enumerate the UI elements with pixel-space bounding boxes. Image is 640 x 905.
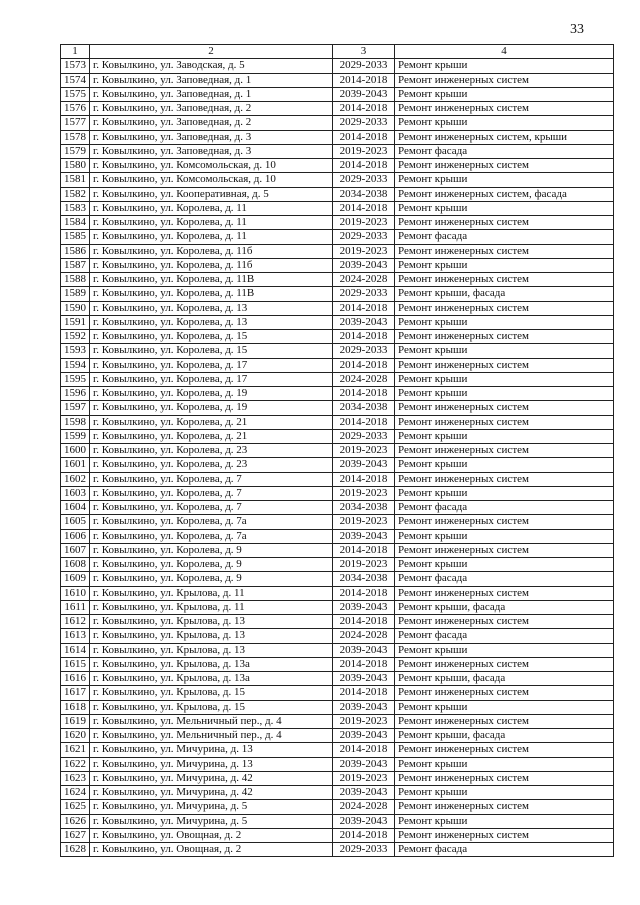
table-row [61, 258, 614, 272]
period-cell: 2014-2018 [333, 828, 395, 842]
work-type-cell: Ремонт крыши, фасада [395, 672, 614, 686]
table-row [61, 201, 614, 215]
period-cell: 2014-2018 [333, 472, 395, 486]
work-type-cell: Ремонт крыши [395, 173, 614, 187]
row-number: 1602 [61, 472, 90, 486]
row-number: 1617 [61, 686, 90, 700]
work-type-cell: Ремонт инженерных систем [395, 472, 614, 486]
work-type-cell: Ремонт фасада [395, 629, 614, 643]
period-cell: 2029-2033 [333, 287, 395, 301]
table-row [61, 102, 614, 116]
row-number: 1622 [61, 757, 90, 771]
row-number: 1603 [61, 486, 90, 500]
address-cell: г. Ковылкино, ул. Королева, д. 11б [90, 244, 333, 258]
work-type-cell: Ремонт инженерных систем [395, 800, 614, 814]
work-type-cell: Ремонт крыши [395, 643, 614, 657]
work-type-cell: Ремонт инженерных систем [395, 515, 614, 529]
address-cell: г. Ковылкино, ул. Королева, д. 7 [90, 472, 333, 486]
work-type-cell: Ремонт крыши [395, 387, 614, 401]
work-type-cell: Ремонт крыши [395, 429, 614, 443]
address-cell: г. Ковылкино, ул. Комсомольская, д. 10 [90, 173, 333, 187]
address-cell: г. Ковылкино, ул. Комсомольская, д. 10 [90, 159, 333, 173]
work-type-cell: Ремонт крыши [395, 87, 614, 101]
header-col-1: 1 [61, 45, 90, 59]
table-row [61, 743, 614, 757]
period-cell: 2019-2023 [333, 515, 395, 529]
work-type-cell: Ремонт крыши, фасада [395, 600, 614, 614]
work-type-cell: Ремонт крыши [395, 116, 614, 130]
header-col-2: 2 [90, 45, 333, 59]
period-cell: 2014-2018 [333, 743, 395, 757]
work-type-cell: Ремонт инженерных систем [395, 301, 614, 315]
table-row [61, 600, 614, 614]
table-row [61, 543, 614, 557]
table-row [61, 144, 614, 158]
table-row [61, 700, 614, 714]
work-type-cell: Ремонт инженерных систем [395, 615, 614, 629]
period-cell: 2014-2018 [333, 686, 395, 700]
table-row [61, 529, 614, 543]
work-type-cell: Ремонт крыши [395, 529, 614, 543]
work-type-cell: Ремонт фасада [395, 572, 614, 586]
address-cell: г. Ковылкино, ул. Королева, д. 9 [90, 543, 333, 557]
table-row [61, 173, 614, 187]
address-cell: г. Ковылкино, ул. Королева, д. 21 [90, 429, 333, 443]
row-number: 1620 [61, 729, 90, 743]
address-cell: г. Ковылкино, ул. Крылова, д. 15 [90, 700, 333, 714]
row-number: 1581 [61, 173, 90, 187]
table-row [61, 643, 614, 657]
address-cell: г. Ковылкино, ул. Королева, д. 7 [90, 486, 333, 500]
table-row [61, 429, 614, 443]
work-type-cell: Ремонт инженерных систем [395, 444, 614, 458]
period-cell: 2014-2018 [333, 201, 395, 215]
header-col-4: 4 [395, 45, 614, 59]
work-type-cell: Ремонт фасада [395, 230, 614, 244]
work-type-cell: Ремонт фасада [395, 144, 614, 158]
work-type-cell: Ремонт крыши [395, 201, 614, 215]
row-number: 1606 [61, 529, 90, 543]
period-cell: 2014-2018 [333, 159, 395, 173]
work-type-cell: Ремонт крыши [395, 486, 614, 500]
table-row [61, 615, 614, 629]
row-number: 1614 [61, 643, 90, 657]
period-cell: 2024-2028 [333, 273, 395, 287]
table-row [61, 458, 614, 472]
row-number: 1587 [61, 258, 90, 272]
table-row [61, 330, 614, 344]
address-cell: г. Ковылкино, ул. Крылова, д. 11 [90, 600, 333, 614]
period-cell: 2014-2018 [333, 586, 395, 600]
row-number: 1592 [61, 330, 90, 344]
address-cell: г. Ковылкино, ул. Королева, д. 11 [90, 230, 333, 244]
address-cell: г. Ковылкино, ул. Королева, д. 7а [90, 515, 333, 529]
work-type-cell: Ремонт инженерных систем [395, 330, 614, 344]
address-cell: г. Ковылкино, ул. Крылова, д. 13 [90, 629, 333, 643]
address-cell: г. Ковылкино, ул. Заповедная, д. 3 [90, 144, 333, 158]
table-row [61, 786, 614, 800]
period-cell: 2019-2023 [333, 486, 395, 500]
period-cell: 2039-2043 [333, 757, 395, 771]
work-type-cell: Ремонт инженерных систем [395, 828, 614, 842]
address-cell: г. Ковылкино, ул. Заводская, д. 5 [90, 59, 333, 73]
table-row [61, 558, 614, 572]
period-cell: 2024-2028 [333, 372, 395, 386]
row-number: 1575 [61, 87, 90, 101]
period-cell: 2039-2043 [333, 729, 395, 743]
row-number: 1625 [61, 800, 90, 814]
table-row [61, 629, 614, 643]
address-cell: г. Ковылкино, ул. Заповедная, д. 3 [90, 130, 333, 144]
table-row [61, 216, 614, 230]
address-cell: г. Ковылкино, ул. Мичурина, д. 13 [90, 743, 333, 757]
work-type-cell: Ремонт крыши, фасада [395, 287, 614, 301]
period-cell: 2039-2043 [333, 458, 395, 472]
period-cell: 2029-2033 [333, 173, 395, 187]
table-row [61, 315, 614, 329]
row-number: 1580 [61, 159, 90, 173]
period-cell: 2019-2023 [333, 558, 395, 572]
address-cell: г. Ковылкино, ул. Королева, д. 17 [90, 358, 333, 372]
row-number: 1612 [61, 615, 90, 629]
row-number: 1611 [61, 600, 90, 614]
work-type-cell: Ремонт инженерных систем [395, 686, 614, 700]
row-number: 1584 [61, 216, 90, 230]
table-row [61, 828, 614, 842]
work-type-cell: Ремонт инженерных систем, крыши [395, 130, 614, 144]
work-type-cell: Ремонт фасада [395, 501, 614, 515]
table-row [61, 814, 614, 828]
work-type-cell: Ремонт инженерных систем [395, 415, 614, 429]
table-row [61, 244, 614, 258]
row-number: 1594 [61, 358, 90, 372]
period-cell: 2014-2018 [333, 330, 395, 344]
period-cell: 2029-2033 [333, 843, 395, 857]
work-type-cell: Ремонт крыши [395, 700, 614, 714]
period-cell: 2014-2018 [333, 358, 395, 372]
address-cell: г. Ковылкино, ул. Заповедная, д. 1 [90, 73, 333, 87]
table-row [61, 572, 614, 586]
work-type-cell: Ремонт инженерных систем [395, 159, 614, 173]
address-cell: г. Ковылкино, ул. Мичурина, д. 42 [90, 786, 333, 800]
row-number: 1590 [61, 301, 90, 315]
period-cell: 2029-2033 [333, 429, 395, 443]
period-cell: 2019-2023 [333, 444, 395, 458]
address-cell: г. Ковылкино, ул. Крылова, д. 13а [90, 672, 333, 686]
work-type-cell: Ремонт крыши [395, 458, 614, 472]
address-cell: г. Ковылкино, ул. Королева, д. 17 [90, 372, 333, 386]
period-cell: 2014-2018 [333, 102, 395, 116]
table-row [61, 472, 614, 486]
address-cell: г. Ковылкино, ул. Мичурина, д. 42 [90, 771, 333, 785]
period-cell: 2014-2018 [333, 301, 395, 315]
row-number: 1585 [61, 230, 90, 244]
period-cell: 2039-2043 [333, 258, 395, 272]
work-type-cell: Ремонт инженерных систем [395, 657, 614, 671]
address-cell: г. Ковылкино, ул. Мичурина, д. 5 [90, 800, 333, 814]
row-number: 1576 [61, 102, 90, 116]
address-cell: г. Ковылкино, ул. Королева, д. 11 [90, 201, 333, 215]
address-cell: г. Ковылкино, ул. Заповедная, д. 2 [90, 102, 333, 116]
row-number: 1615 [61, 657, 90, 671]
work-type-cell: Ремонт крыши [395, 59, 614, 73]
period-cell: 2029-2033 [333, 59, 395, 73]
address-cell: г. Ковылкино, ул. Крылова, д. 11 [90, 586, 333, 600]
period-cell: 2019-2023 [333, 216, 395, 230]
table-row [61, 73, 614, 87]
row-number: 1608 [61, 558, 90, 572]
table-row [61, 287, 614, 301]
table-row [61, 729, 614, 743]
table-row [61, 344, 614, 358]
table-row [61, 657, 614, 671]
work-type-cell: Ремонт крыши [395, 757, 614, 771]
row-number: 1579 [61, 144, 90, 158]
work-type-cell: Ремонт фасада [395, 843, 614, 857]
period-cell: 2014-2018 [333, 387, 395, 401]
work-type-cell: Ремонт инженерных систем [395, 543, 614, 557]
address-cell: г. Ковылкино, ул. Королева, д. 11В [90, 273, 333, 287]
row-number: 1604 [61, 501, 90, 515]
address-cell: г. Ковылкино, ул. Мельничный пер., д. 4 [90, 729, 333, 743]
row-number: 1586 [61, 244, 90, 258]
table-row [61, 358, 614, 372]
header-col-3: 3 [333, 45, 395, 59]
period-cell: 2034-2038 [333, 187, 395, 201]
table-row [61, 800, 614, 814]
period-cell: 2019-2023 [333, 714, 395, 728]
address-cell: г. Ковылкино, ул. Королева, д. 19 [90, 401, 333, 415]
row-number: 1626 [61, 814, 90, 828]
work-type-cell: Ремонт крыши, фасада [395, 729, 614, 743]
period-cell: 2024-2028 [333, 800, 395, 814]
address-cell: г. Ковылкино, ул. Королева, д. 7а [90, 529, 333, 543]
address-cell: г. Ковылкино, ул. Мичурина, д. 13 [90, 757, 333, 771]
work-type-cell: Ремонт инженерных систем [395, 73, 614, 87]
table-row [61, 159, 614, 173]
row-number: 1591 [61, 315, 90, 329]
row-number: 1593 [61, 344, 90, 358]
period-cell: 2034-2038 [333, 401, 395, 415]
row-number: 1605 [61, 515, 90, 529]
row-number: 1599 [61, 429, 90, 443]
work-type-cell: Ремонт крыши [395, 372, 614, 386]
period-cell: 2014-2018 [333, 657, 395, 671]
work-type-cell: Ремонт крыши [395, 814, 614, 828]
table-row [61, 444, 614, 458]
work-type-cell: Ремонт инженерных систем [395, 273, 614, 287]
work-type-cell: Ремонт крыши [395, 786, 614, 800]
table-row [61, 87, 614, 101]
period-cell: 2039-2043 [333, 87, 395, 101]
table-row [61, 401, 614, 415]
row-number: 1607 [61, 543, 90, 557]
address-cell: г. Ковылкино, ул. Овощная, д. 2 [90, 828, 333, 842]
work-type-cell: Ремонт инженерных систем [395, 216, 614, 230]
work-type-cell: Ремонт инженерных систем [395, 714, 614, 728]
period-cell: 2039-2043 [333, 600, 395, 614]
period-cell: 2014-2018 [333, 615, 395, 629]
period-cell: 2034-2038 [333, 501, 395, 515]
table-row [61, 586, 614, 600]
table-row [61, 415, 614, 429]
row-number: 1597 [61, 401, 90, 415]
period-cell: 2019-2023 [333, 244, 395, 258]
work-type-cell: Ремонт инженерных систем [395, 586, 614, 600]
period-cell: 2029-2033 [333, 344, 395, 358]
page-number: 33 [570, 22, 584, 37]
work-type-cell: Ремонт крыши [395, 315, 614, 329]
table-row [61, 59, 614, 73]
table-row [61, 130, 614, 144]
address-cell: г. Ковылкино, ул. Крылова, д. 13 [90, 615, 333, 629]
table-row [61, 187, 614, 201]
table-row [61, 672, 614, 686]
row-number: 1588 [61, 273, 90, 287]
table-row [61, 387, 614, 401]
period-cell: 2014-2018 [333, 130, 395, 144]
period-cell: 2039-2043 [333, 672, 395, 686]
work-type-cell: Ремонт инженерных систем [395, 743, 614, 757]
row-number: 1600 [61, 444, 90, 458]
row-number: 1628 [61, 843, 90, 857]
table-row [61, 501, 614, 515]
work-type-cell: Ремонт крыши [395, 344, 614, 358]
period-cell: 2024-2028 [333, 629, 395, 643]
address-cell: г. Ковылкино, ул. Королева, д. 9 [90, 558, 333, 572]
address-cell: г. Ковылкино, ул. Королева, д. 11В [90, 287, 333, 301]
table-row [61, 515, 614, 529]
period-cell: 2039-2043 [333, 786, 395, 800]
work-type-cell: Ремонт инженерных систем, фасада [395, 187, 614, 201]
address-cell: г. Ковылкино, ул. Королева, д. 21 [90, 415, 333, 429]
row-number: 1582 [61, 187, 90, 201]
table-row [61, 714, 614, 728]
row-number: 1609 [61, 572, 90, 586]
address-cell: г. Ковылкино, ул. Мичурина, д. 5 [90, 814, 333, 828]
row-number: 1595 [61, 372, 90, 386]
period-cell: 2039-2043 [333, 529, 395, 543]
repair-schedule-table [60, 44, 614, 857]
work-type-cell: Ремонт крыши [395, 558, 614, 572]
work-type-cell: Ремонт инженерных систем [395, 401, 614, 415]
table-row [61, 757, 614, 771]
address-cell: г. Ковылкино, ул. Королева, д. 11б [90, 258, 333, 272]
period-cell: 2039-2043 [333, 700, 395, 714]
address-cell: г. Ковылкино, ул. Королева, д. 23 [90, 458, 333, 472]
row-number: 1577 [61, 116, 90, 130]
period-cell: 2034-2038 [333, 572, 395, 586]
row-number: 1621 [61, 743, 90, 757]
period-cell: 2014-2018 [333, 73, 395, 87]
address-cell: г. Ковылкино, ул. Королева, д. 13 [90, 301, 333, 315]
address-cell: г. Ковылкино, ул. Крылова, д. 15 [90, 686, 333, 700]
row-number: 1589 [61, 287, 90, 301]
period-cell: 2039-2043 [333, 814, 395, 828]
address-cell: г. Ковылкино, ул. Королева, д. 9 [90, 572, 333, 586]
address-cell: г. Ковылкино, ул. Королева, д. 13 [90, 315, 333, 329]
period-cell: 2014-2018 [333, 415, 395, 429]
period-cell: 2029-2033 [333, 230, 395, 244]
work-type-cell: Ремонт инженерных систем [395, 771, 614, 785]
address-cell: г. Ковылкино, ул. Крылова, д. 13 [90, 643, 333, 657]
table-row [61, 301, 614, 315]
row-number: 1623 [61, 771, 90, 785]
table-row [61, 486, 614, 500]
address-cell: г. Ковылкино, ул. Заповедная, д. 2 [90, 116, 333, 130]
address-cell: г. Ковылкино, ул. Овощная, д. 2 [90, 843, 333, 857]
row-number: 1618 [61, 700, 90, 714]
table-row [61, 771, 614, 785]
row-number: 1583 [61, 201, 90, 215]
address-cell: г. Ковылкино, ул. Королева, д. 19 [90, 387, 333, 401]
period-cell: 2019-2023 [333, 771, 395, 785]
period-cell: 2039-2043 [333, 643, 395, 657]
work-type-cell: Ремонт инженерных систем [395, 102, 614, 116]
table-row [61, 273, 614, 287]
address-cell: г. Ковылкино, ул. Королева, д. 11 [90, 216, 333, 230]
table-row [61, 843, 614, 857]
row-number: 1598 [61, 415, 90, 429]
row-number: 1574 [61, 73, 90, 87]
row-number: 1619 [61, 714, 90, 728]
address-cell: г. Ковылкино, ул. Мельничный пер., д. 4 [90, 714, 333, 728]
work-type-cell: Ремонт инженерных систем [395, 244, 614, 258]
period-cell: 2014-2018 [333, 543, 395, 557]
address-cell: г. Ковылкино, ул. Королева, д. 23 [90, 444, 333, 458]
address-cell: г. Ковылкино, ул. Королева, д. 15 [90, 330, 333, 344]
row-number: 1596 [61, 387, 90, 401]
address-cell: г. Ковылкино, ул. Крылова, д. 13а [90, 657, 333, 671]
row-number: 1627 [61, 828, 90, 842]
period-cell: 2029-2033 [333, 116, 395, 130]
table-header-row [61, 45, 614, 59]
address-cell: г. Ковылкино, ул. Кооперативная, д. 5 [90, 187, 333, 201]
period-cell: 2039-2043 [333, 315, 395, 329]
row-number: 1601 [61, 458, 90, 472]
row-number: 1573 [61, 59, 90, 73]
address-cell: г. Ковылкино, ул. Заповедная, д. 1 [90, 87, 333, 101]
row-number: 1610 [61, 586, 90, 600]
work-type-cell: Ремонт крыши [395, 258, 614, 272]
address-cell: г. Ковылкино, ул. Королева, д. 7 [90, 501, 333, 515]
table-row [61, 372, 614, 386]
row-number: 1624 [61, 786, 90, 800]
row-number: 1578 [61, 130, 90, 144]
table-row [61, 230, 614, 244]
work-type-cell: Ремонт инженерных систем [395, 358, 614, 372]
period-cell: 2019-2023 [333, 144, 395, 158]
table-row [61, 116, 614, 130]
row-number: 1613 [61, 629, 90, 643]
address-cell: г. Ковылкино, ул. Королева, д. 15 [90, 344, 333, 358]
row-number: 1616 [61, 672, 90, 686]
table-row [61, 686, 614, 700]
